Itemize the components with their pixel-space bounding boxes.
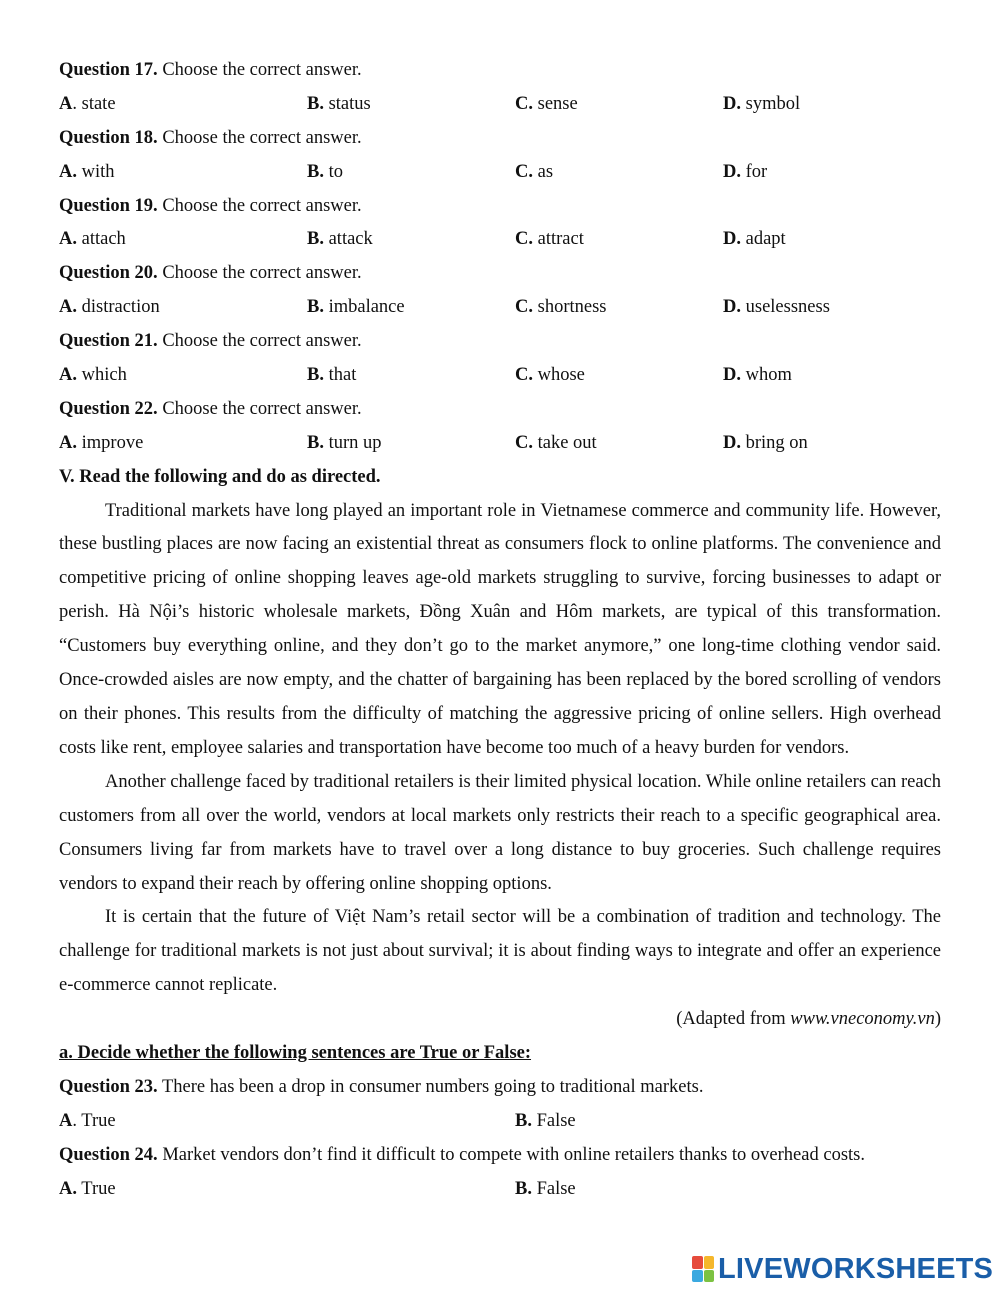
option-c[interactable]: C. attract <box>515 229 584 250</box>
question-21-prompt: Question 21. Choose the correct answer. <box>59 331 362 352</box>
option-a[interactable]: A. attach <box>59 229 126 250</box>
option-c[interactable]: C. as <box>515 161 554 182</box>
option-d[interactable]: D. uselessness <box>723 297 830 318</box>
question-18-options <box>59 156 941 190</box>
option-a[interactable]: A. which <box>59 365 127 386</box>
option-d[interactable]: D. bring on <box>723 432 808 453</box>
option-b[interactable]: B. to <box>307 161 343 182</box>
option-true[interactable]: A. True <box>59 1110 116 1131</box>
question-17-prompt: Question 17. Choose the correct answer. <box>59 60 362 80</box>
question-22-options <box>59 427 941 461</box>
option-false[interactable]: B. False <box>515 1178 576 1199</box>
passage-paragraph-2: Another challenge faced by traditional retailers is their limited physical location. While online retailers can reach customers from all over the world, vendors at local markets only restricts their reach to a specific geographical area. Consumers living far from markets have to travel over a long distance to buy groceries. Such challenge requires vendors to expand their reach by offering online shopping options. <box>59 771 941 894</box>
option-a[interactable]: A. with <box>59 161 115 182</box>
option-b[interactable]: B. imbalance <box>307 297 405 318</box>
passage-paragraph-3: It is certain that the future of Việt Nam’s retail sector will be a combination of tradition and technology. The challenge for traditional markets is not just about survival; it is about finding ways to integrate and offer an experience e-commerce cannot replicate. <box>59 907 941 996</box>
option-c[interactable]: C. sense <box>515 93 578 114</box>
option-d[interactable]: D. symbol <box>723 93 801 114</box>
liveworksheets-logo[interactable] <box>692 1252 993 1286</box>
option-false[interactable]: B. False <box>515 1110 576 1131</box>
option-c[interactable]: C. whose <box>515 365 585 386</box>
option-b[interactable]: B. turn up <box>307 432 382 453</box>
option-c[interactable]: C. shortness <box>515 297 607 318</box>
logo-text: LIVEWORKSHEETS <box>718 1252 994 1285</box>
part-a-heading: a. Decide whether the following sentences are True or False: <box>59 1043 532 1064</box>
option-b[interactable]: B. status <box>307 93 371 114</box>
option-d[interactable]: D. whom <box>723 365 792 386</box>
question-20-options <box>59 291 941 325</box>
worksheet-page <box>59 54 941 1207</box>
question-23-prompt: Question 23. There has been a drop in consumer numbers going to traditional markets. <box>59 1076 704 1097</box>
question-24-prompt: Question 24. Market vendors don’t find it difficult to compete with online retailers thanks to overhead costs. <box>59 1144 865 1165</box>
option-true[interactable]: A. True <box>59 1178 116 1199</box>
option-d[interactable]: D. adapt <box>723 229 786 250</box>
passage-paragraph-1: Traditional markets have long played an important role in Vietnamese commerce and community life. However, these bustling places are now facing an existential threat as consumers flock to online platforms. The convenience and competitive pricing of online shopping leaves age-old markets struggling to survive, forcing businesses to adapt or perish. Hà Nội’s historic wholesale markets, Đồng Xuân and Hôm markets, are typical of this transformation. “Customers buy everything online, and they don’t go to the market anymore,” one long-time clothing vendor said. Once-crowded aisles are now empty, and the chatter of bargaining has been replaced by the bored scrolling of vendors on their phones. This results from the difficulty of matching the aggressive pricing of online sellers. High overhead costs like rent, employee salaries and transportation have become too much of a heavy burden for vendors. <box>59 500 941 758</box>
option-a[interactable]: A. distraction <box>59 297 160 318</box>
question-21-options <box>59 359 941 393</box>
liveworksheets-logo-icon <box>692 1256 714 1282</box>
question-23-options <box>59 1105 941 1139</box>
question-19-prompt: Question 19. Choose the correct answer. <box>59 195 362 216</box>
source-link: www.vneconomy.vn <box>790 1009 935 1030</box>
question-22-prompt: Question 22. Choose the correct answer. <box>59 398 362 419</box>
section-v-heading: V. Read the following and do as directed. <box>59 466 381 487</box>
option-b[interactable]: B. attack <box>307 229 373 250</box>
option-c[interactable]: C. take out <box>515 432 597 453</box>
option-b[interactable]: B. that <box>307 365 357 386</box>
option-a[interactable]: A. improve <box>59 432 144 453</box>
question-20-prompt: Question 20. Choose the correct answer. <box>59 263 362 284</box>
question-24-options <box>59 1173 941 1207</box>
question-19-options <box>59 223 941 257</box>
option-a[interactable]: A. state <box>59 93 116 114</box>
question-17-options <box>59 88 941 122</box>
passage-source: (Adapted from www.vneconomy.vn) <box>676 1009 941 1030</box>
question-18-prompt: Question 18. Choose the correct answer. <box>59 127 362 148</box>
option-d[interactable]: D. for <box>723 161 768 182</box>
